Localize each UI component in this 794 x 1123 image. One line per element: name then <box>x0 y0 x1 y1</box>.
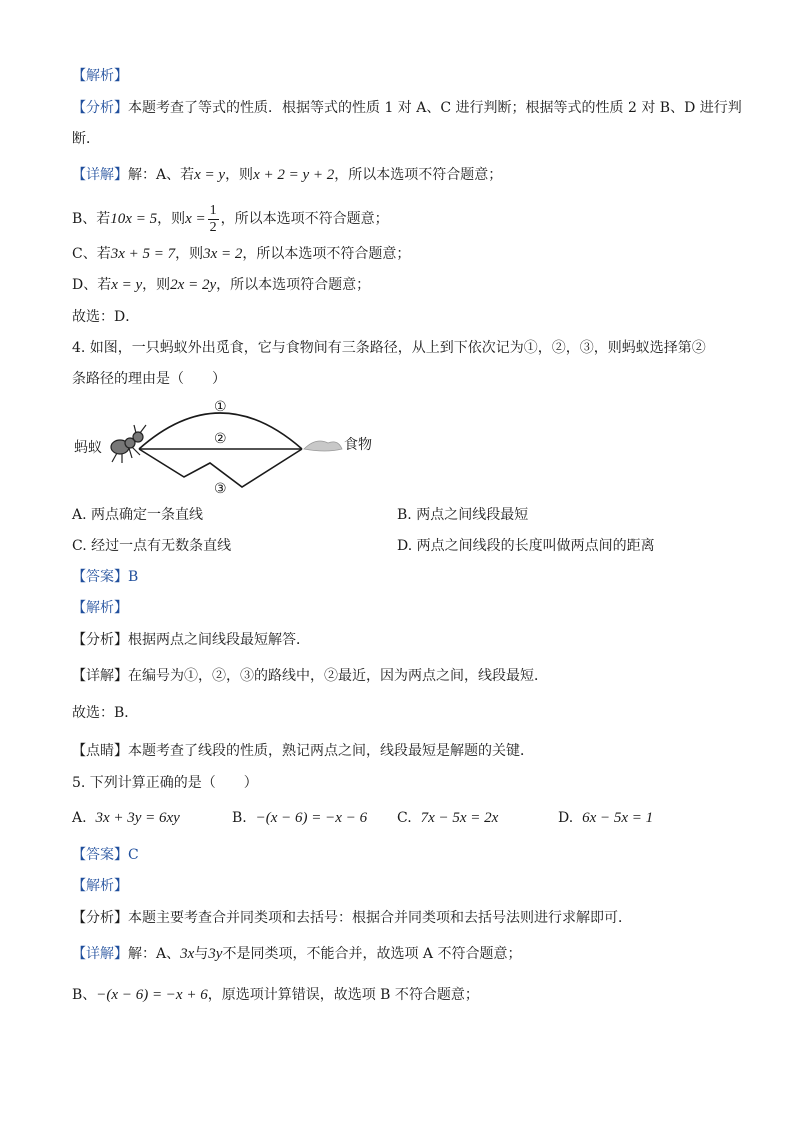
answer-line: 【答案】B <box>72 569 139 585</box>
fraction <box>208 203 219 236</box>
math-expression: 7x − 5x = 2x <box>420 810 499 826</box>
section-jiexi-heading: 【解析】 <box>72 878 128 894</box>
answer-line: 【答案】C <box>72 847 139 863</box>
math-expression: 3x + 3y = 6xy <box>95 810 180 826</box>
detail-option-a <box>72 165 502 185</box>
detail-a-mid: ，则 <box>225 167 254 183</box>
detail-d-prefix: D、若 <box>72 277 112 293</box>
math-expression: x = y <box>111 277 143 293</box>
math-expression: 3x = 2 <box>203 246 243 262</box>
math-expression: 10x = 5 <box>110 211 158 227</box>
detail-d-end: ，所以本选项符合题意； <box>216 277 371 293</box>
detail-option-b <box>72 985 479 1005</box>
detail-d-mid: ，则 <box>142 277 171 293</box>
detail-option-c <box>72 244 410 264</box>
detail-a-end: 不是同类项，不能合并，故选项 A 不符合题意； <box>222 946 522 962</box>
math-expression: −(x − 6) = −x − 6 <box>255 810 368 826</box>
q5-option-c <box>397 808 498 828</box>
analysis-text-continued: 断． <box>72 131 100 147</box>
detail-c-end: ，所以本选项不符合题意； <box>242 246 411 262</box>
detail-a-mid: 与 <box>194 946 209 962</box>
q5-option-b <box>232 808 367 828</box>
q5-option-d <box>558 808 653 828</box>
math-expression: 6x − 5x = 1 <box>582 810 654 826</box>
detail-c-mid: ，则 <box>175 246 204 262</box>
detail-a-prefix: 解：A、若 <box>128 167 195 183</box>
fraction-denominator: 2 <box>209 219 217 235</box>
detail-option-b <box>72 201 389 237</box>
math-expression: 2x = 2y <box>170 277 217 293</box>
option-label: B. <box>232 810 247 826</box>
food-icon <box>304 441 342 451</box>
math-expression: 3y <box>208 946 223 962</box>
ant-path-figure <box>72 395 392 500</box>
option-a: A. 两点确定一条直线 <box>72 507 204 523</box>
math-expression: x = y <box>194 167 226 183</box>
q5-option-a <box>72 808 180 828</box>
option-c: C. 经过一点有无数条直线 <box>72 538 232 554</box>
math-expression: x + 2 = y + 2 <box>253 167 335 183</box>
detail-c-prefix: C、若 <box>72 246 111 262</box>
analysis-line: 【分析】本题主要考查合并同类项和去括号：根据合并同类项和去括号法则进行求解即可． <box>72 910 632 926</box>
section-jiexi-heading: 【解析】 <box>72 68 128 84</box>
detail-tag: 【详解】 <box>72 167 128 183</box>
detail-b-end: ，所以本选项不符合题意； <box>220 211 389 227</box>
option-b: B. 两点之间线段最短 <box>397 507 529 523</box>
choice-line: 故选：B． <box>72 705 139 721</box>
detail-a-end: ，所以本选项不符合题意； <box>334 167 503 183</box>
option-label: D. <box>558 810 574 826</box>
fraction-numerator: 1 <box>209 202 217 218</box>
comment-line: 【点睛】本题考查了线段的性质，熟记两点之间，线段最短是解题的关键． <box>72 743 534 759</box>
question-4-stem-continued: 条路径的理由是（ ） <box>72 371 226 387</box>
detail-a-prefix: 解：A、 <box>128 946 181 962</box>
analysis-line: 【分析】根据两点之间线段最短解答． <box>72 632 310 648</box>
detail-line: 【详解】在编号为①，②，③的路线中，②最近，因为两点之间，线段最短． <box>72 668 548 684</box>
food-label: 食物 <box>344 437 372 453</box>
detail-option-d <box>72 275 370 295</box>
detail-tag: 【详解】 <box>72 946 128 962</box>
option-label: A. <box>72 810 87 826</box>
detail-b-prefix: B、若 <box>72 211 111 227</box>
analysis-text: 本题考查了等式的性质．根据等式的性质 1 对 A、C 进行判断；根据等式的性质 2 对 B、D 进行判 <box>128 100 742 116</box>
option-label: C. <box>397 810 412 826</box>
ant-label: 蚂蚁 <box>74 440 102 456</box>
question-5-stem: 5. 下列计算正确的是（ ） <box>72 775 258 791</box>
analysis-tag: 【分析】 <box>72 100 128 116</box>
path-2-label: ② <box>214 431 227 447</box>
choice-line: 故选：D． <box>72 309 140 325</box>
math-expression: 3x <box>180 946 195 962</box>
option-d: D. 两点之间线段的长度叫做两点间的距离 <box>397 538 655 554</box>
path-1-label: ① <box>214 399 227 415</box>
path-3-label: ③ <box>214 481 227 497</box>
question-4-stem: 4. 如图，一只蚂蚁外出觅食，它与食物间有三条路径，从上到下依次记为①，②，③，则蚂蚁选择第② <box>72 340 706 356</box>
section-jiexi-heading: 【解析】 <box>72 600 128 616</box>
detail-b-mid: ，则 <box>157 211 186 227</box>
math-expression: x = <box>185 211 206 227</box>
math-expression: 3x + 5 = 7 <box>110 246 176 262</box>
detail-option-a <box>72 944 521 964</box>
analysis-line <box>72 98 742 118</box>
math-expression: −(x − 6) = −x + 6 <box>96 987 208 1003</box>
detail-b-end: ，原选项计算错误，故选项 B 不符合题意； <box>207 987 479 1003</box>
ant-icon <box>111 425 146 463</box>
detail-b-prefix: B、 <box>72 987 97 1003</box>
